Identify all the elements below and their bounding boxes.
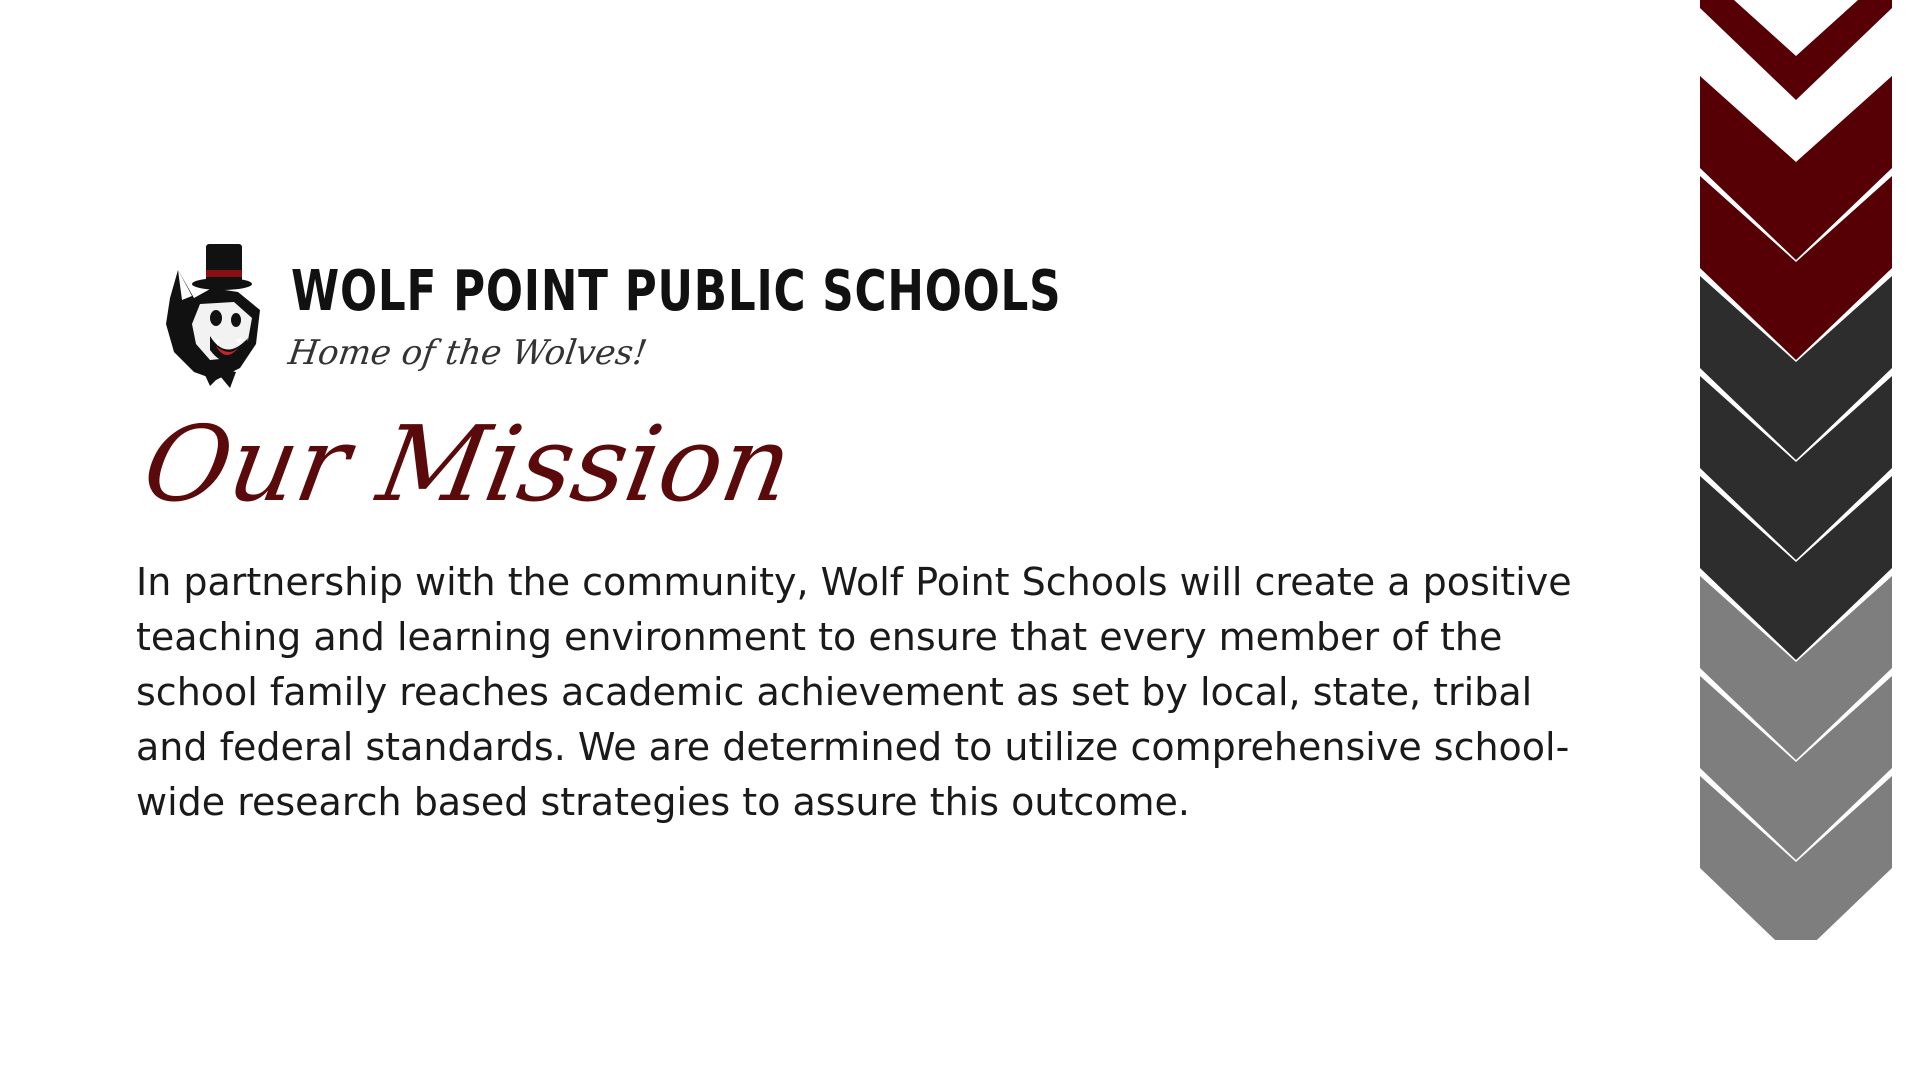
chevron-decoration	[1700, 0, 1892, 100]
chevron-stack-decoration	[1700, 0, 1892, 940]
school-logo	[160, 240, 1062, 390]
mission-heading: Our Mission	[134, 403, 801, 525]
wolf-mascot-icon	[160, 240, 272, 390]
school-tagline: Home of the Wolves!	[285, 333, 650, 373]
mission-statement: In partnership with the community, Wolf Point Schools will create a positive teaching and learning environment to ensure that every member of the school family reaches academic achievement as set by local, state, tribal and federal standards. We are determined to utilize comprehensive school-wide research based strategies to assure this outcome.	[136, 560, 1572, 824]
school-name: WOLF POINT PUBLIC SCHOOLS	[291, 259, 1062, 324]
